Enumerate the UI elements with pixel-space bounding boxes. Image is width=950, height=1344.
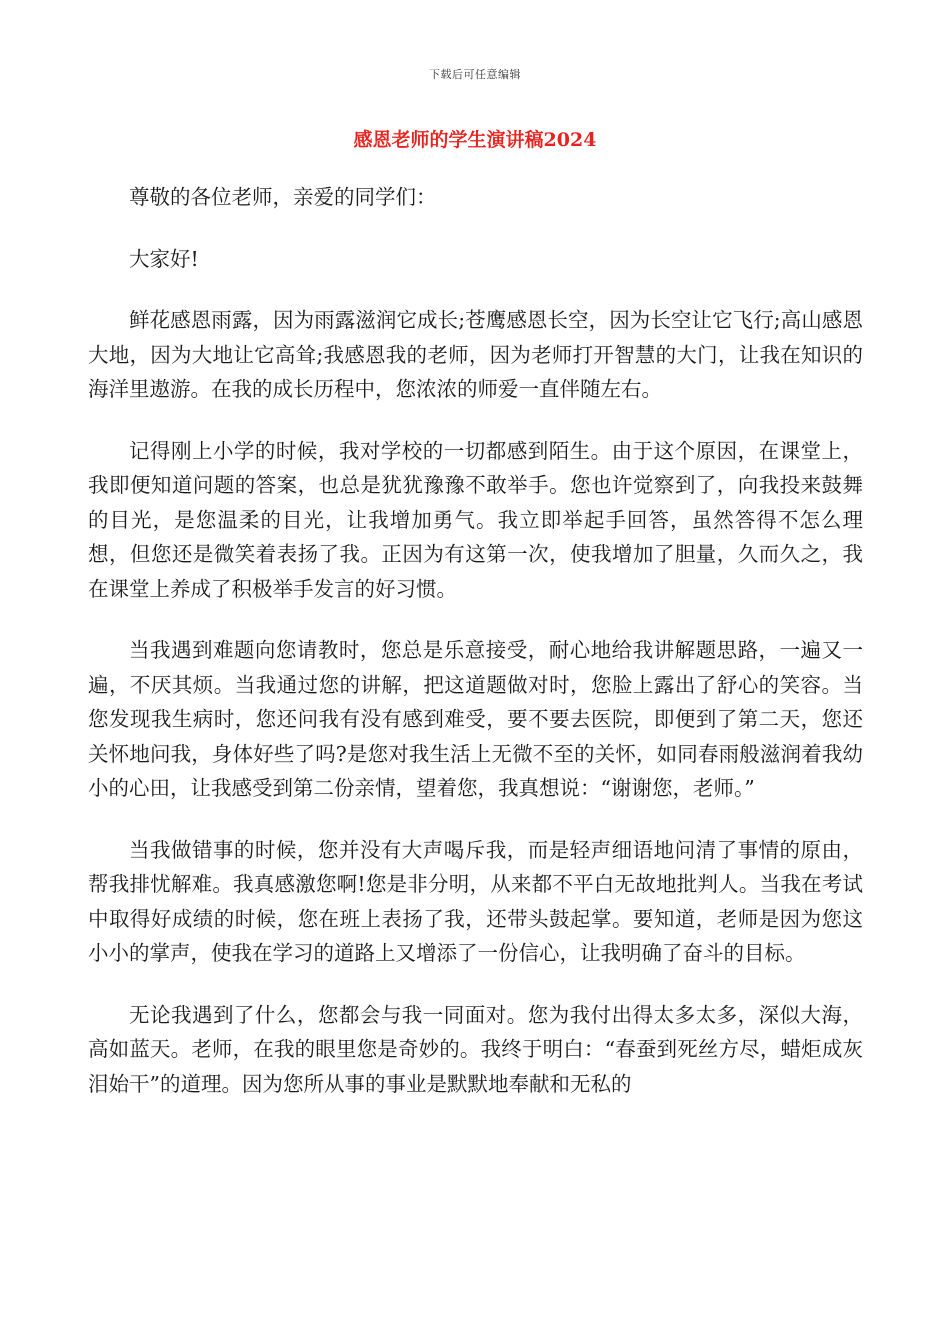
body-paragraph: 记得刚上小学的时候，我对学校的一切都感到陌生。由于这个原因，在课堂上，我即便知道问题的答案，也总是犹犹豫豫不敢举手。您也许觉察到了，向我投来鼓舞的目光，是您温柔的目光，让我增加勇气。我立即举起手回答，虽然答得不怎么理想，但您还是微笑着表扬了我。正因为有这第一次，使我增加了胆量，久而久之，我在课堂上养成了积极举手发言的好习惯。 (88, 438, 863, 601)
document-body (88, 180, 863, 1128)
body-paragraph: 当我遇到难题向您请教时，您总是乐意接受，耐心地给我讲解题思路，一遍又一遍，不厌其烦。当我通过您的讲解，把这道题做对时，您脸上露出了舒心的笑容。当您发现我生病时，您还问我有没有感到难受，要不要去医院，即便到了第二天，您还关怀地问我，身体好些了吗?是您对我生活上无微不至的关怀，如同春雨般滋润着我幼小的心田，让我感受到第二份亲情，望着您，我真想说：“谢谢您，老师。” (88, 638, 863, 800)
body-paragraph: 鲜花感恩雨露，因为雨露滋润它成长;苍鹰感恩长空，因为长空让它飞行;高山感恩大地，因为大地让它高耸;我感恩我的老师，因为老师打开智慧的大门，让我在知识的海洋里遨游。在我的成长历程中，您浓浓的师爱一直伴随左右。 (88, 308, 863, 401)
body-paragraph: 当我做错事的时候，您并没有大声喝斥我，而是轻声细语地问清了事情的原由，帮我排忧解难。我真感激您啊!您是非分明，从来都不平白无故地批判人。当我在考试中取得好成绩的时候，您在班上表扬了我，还带头鼓起掌。要知道，老师是因为您这小小的掌声，使我在学习的道路上又增添了一份信心，让我明确了奋斗的目标。 (88, 837, 863, 965)
document-title: 感恩老师的学生演讲稿2024 (353, 129, 597, 151)
body-paragraph: 无论我遇到了什么，您都会与我一同面对。您为我付出得太多太多，深似大海，高如蓝天。老师，在我的眼里您是奇妙的。我终于明白：“春蚕到死丝方尽，蜡炬成灰泪始干”的道理。因为您所从事的事业是默默地奉献和无私的 (88, 1002, 863, 1096)
header-note: 下载后可任意编辑 (429, 68, 521, 81)
greeting: 大家好! (129, 246, 199, 271)
salutation: 尊敬的各位老师，亲爱的同学们： (129, 185, 437, 209)
